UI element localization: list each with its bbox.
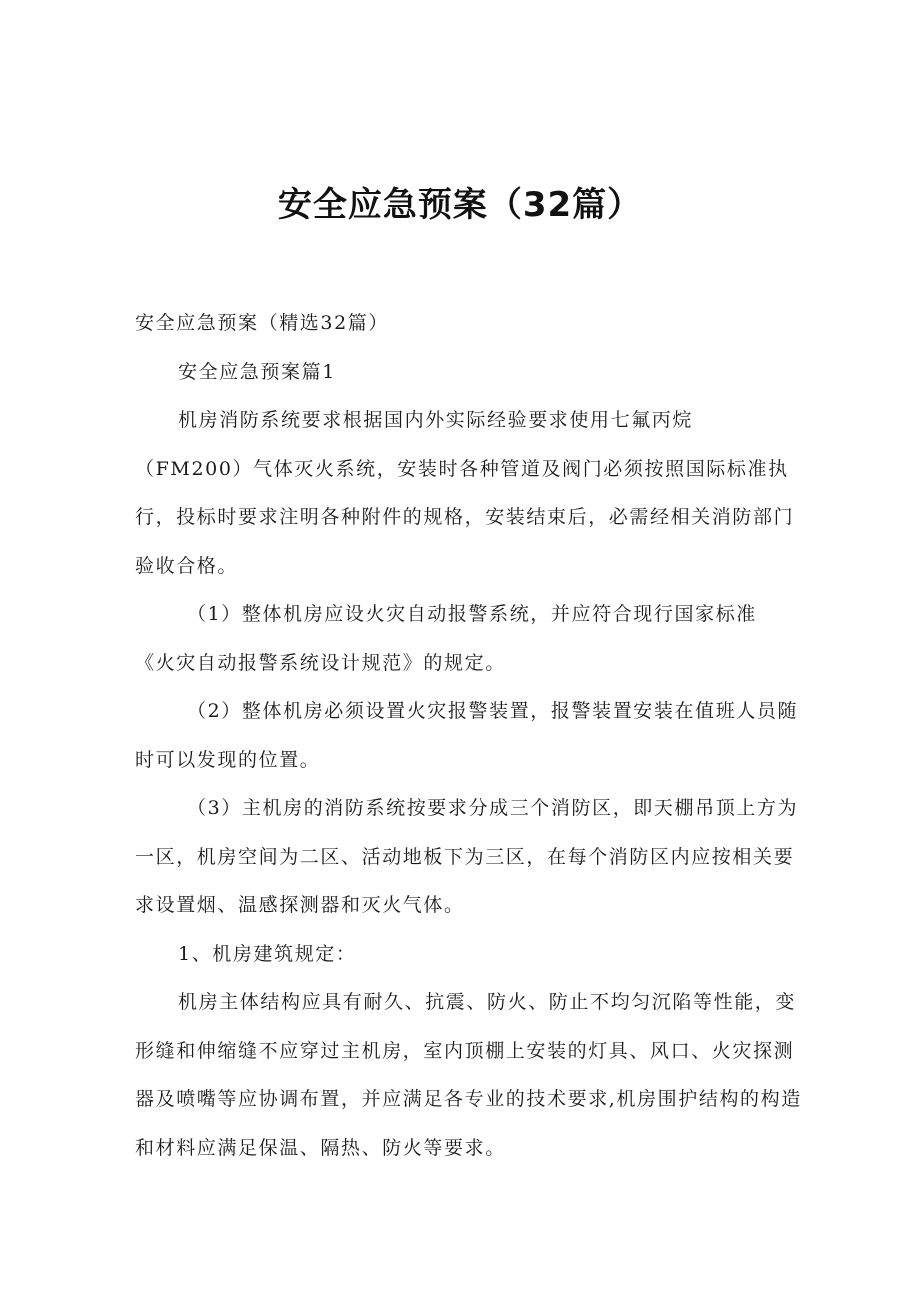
paragraph-line: 时可以发现的位置。 — [135, 748, 321, 771]
paragraph-line: （1）整体机房应设火灾自动报警系统，并应符合现行国家标准 — [187, 603, 757, 625]
paragraph-line: 一区，机房空间为二区、活动地板下为三区，在每个消防区内应按相关要 — [135, 845, 795, 868]
paragraph-line: 行，投标时要求注明各种附件的规格，安装结束后，必需经相关消防部门 — [135, 506, 795, 528]
paragraph-building-rules — [135, 990, 802, 1160]
paragraph-line: 和材料应满足保温、隔热、防火等要求。 — [135, 1136, 506, 1159]
paragraph-line: 《火灾自动报警系统设计规范》的规定。 — [135, 651, 506, 674]
section-title: 安全应急预案篇1 — [178, 360, 336, 383]
paragraph-line: （3）主机房的消防系统按要求分成三个消防区，即天棚吊顶上方为 — [187, 797, 799, 819]
paragraph-fire-system — [135, 408, 795, 578]
paragraph-line: 验收合格。 — [135, 554, 239, 577]
paragraph-line: 机房消防系统要求根据国内外实际经验要求使用七氟丙烷 — [178, 409, 694, 431]
document-title: 安全应急预案（32篇） — [277, 184, 643, 225]
paragraph-line: 求设置烟、温感探测器和灭火气体。 — [135, 894, 465, 916]
paragraph-line: 1、机房建筑规定： — [178, 942, 357, 965]
paragraph-item-3 — [135, 796, 799, 917]
paragraph-line: （FM200）气体灭火系统，安装时各种管道及阀门必须按照国际标准执 — [135, 457, 789, 480]
paragraph-line: 器及喷嘴等应协调布置，并应满足各专业的技术要求,机房围护结构的构造 — [135, 1088, 802, 1110]
paragraph-section-heading — [135, 942, 785, 966]
paragraph-item-1 — [135, 602, 785, 675]
paragraph-item-2 — [135, 699, 799, 772]
paragraph-line: 机房主体结构应具有耐久、抗震、防火、防止不均匀沉陷等性能，变 — [178, 991, 797, 1013]
document-heading: 安全应急预案（精选32篇） — [135, 312, 389, 334]
paragraph-line: （2）整体机房必须设置火灾报警装置，报警装置安装在值班人员随 — [187, 700, 799, 722]
document-body — [135, 311, 802, 1184]
paragraph-line: 形缝和伸缩缝不应穿过主机房，室内顶棚上安装的灯具、风口、火灾探测 — [135, 1039, 795, 1062]
